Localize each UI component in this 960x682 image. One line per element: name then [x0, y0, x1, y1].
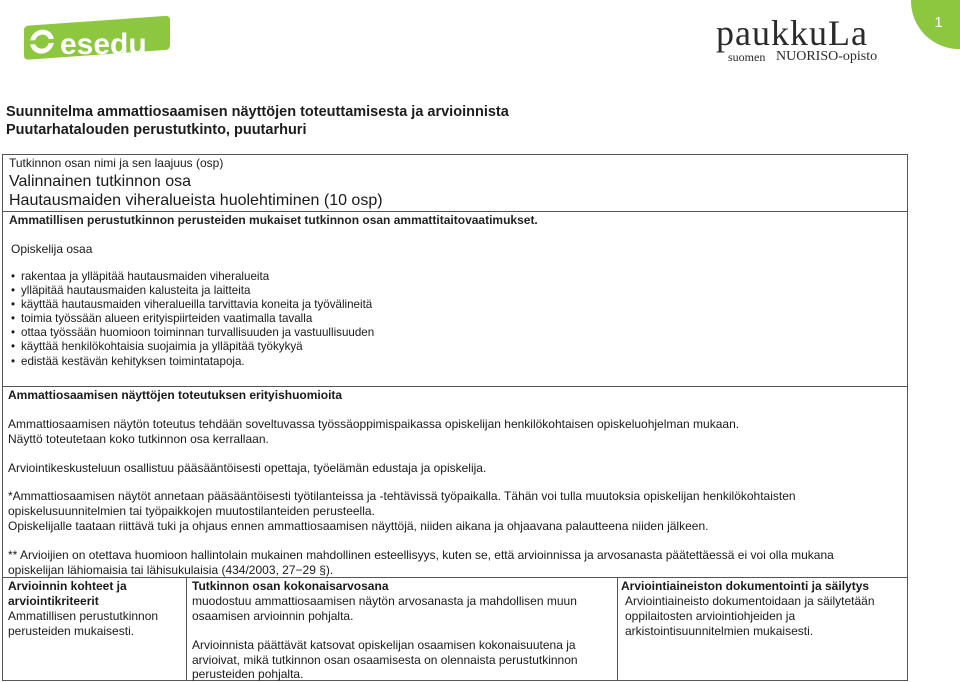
col2-p2-line3: perusteiden pohjalta.	[192, 667, 304, 681]
skill-item: • käyttää henkilökohtaisia suojaimia ja ylläpitää työkykyä	[11, 340, 303, 353]
esedu-logo-text: esedu	[60, 28, 147, 61]
col3-text-line2: oppilaitosten arviointiohjeiden ja	[625, 609, 796, 623]
col2-p2-line2: arvioivat, mikä tutkinnon osan osaamisesta on olennaista perustutkinnon	[192, 653, 578, 667]
notes-paragraph-1-line-2: Näyttö toteutetaan koko tutkinnon osa kerrallaan.	[8, 432, 269, 446]
notes-paragraph-1-line-1: Ammattiosaamisen näytön toteutus tehdään soveltuvassa työssäoppimispaikassa opiskelijan henkilökohtaisen opiskeluohjelman mukaan.	[8, 417, 740, 431]
col1-text-line1: Ammatillisen perustutkinnon	[8, 609, 159, 623]
criteria-note: Ammatillisen perustutkinnon perusteiden mukaiset tutkinnon osan ammattitaitovaatimukset.	[9, 213, 538, 227]
notes-section	[2, 386, 908, 578]
col3-text-line1: Arviointiaineisto dokumentoidaan ja säilytetään	[625, 594, 875, 608]
col1-heading-line1: Arvioinnin kohteet ja	[8, 579, 127, 593]
skill-item: • käyttää hautausmaiden viheralueilla tarvittavia koneita ja työvälineitä	[11, 298, 372, 311]
notes-paragraph-3-line-2: opiskelusuunnitelmien tai työpaikkojen muutostilanteiden perusteella.	[8, 504, 375, 518]
col3-text-line3: arkistointisuunnitelmien mukaisesti.	[625, 624, 814, 638]
document-title-line2: Puutarhatalouden perustutkinto, puutarhuri	[6, 122, 307, 138]
notes-paragraph-3-line-3: Opiskelijalle taataan riittävä tuki ja ohjaus ennen ammattiosaamisen näyttöjä, niiden aikana ja ohjaavana palautteena niiden jälkeen.	[8, 519, 709, 533]
esedu-logo	[22, 12, 172, 64]
col1-heading-line2: arviointikriteerit	[8, 594, 99, 608]
col1-text-line2: perusteiden mukaisesti.	[8, 624, 135, 638]
notes-paragraph-2: Arviointikeskusteluun osallistuu pääsääntöisesti opettaja, työelämän edustaja ja opiskelija.	[8, 461, 487, 475]
skills-intro: Opiskelija osaa	[11, 242, 93, 256]
skills-box	[2, 211, 908, 387]
unit-name-line1: Valinnainen tutkinnon osa	[9, 173, 192, 190]
paukkula-logo-sub-left: suomen	[728, 50, 766, 64]
page-number: 1	[934, 14, 943, 31]
skill-item: • edistää kestävän kehityksen toimintatapoja.	[11, 355, 245, 368]
skill-item: • ylläpitää hautausmaiden kalusteita ja laitteita	[11, 284, 250, 297]
skill-item: • toimia työssään alueen erityispiirteiden vaatimalla tavalla	[11, 312, 312, 325]
unit-label: Tutkinnon osan nimi ja sen laajuus (osp)	[9, 156, 224, 170]
col3-heading: Arviointiaineiston dokumentointi ja säilytys	[621, 579, 870, 593]
paukkula-logo-sub-right: NUORISO-opisto	[776, 49, 878, 64]
column-divider	[617, 578, 618, 681]
col2-p1-line2: osaamisen arvioinnin pohjalta.	[192, 609, 354, 623]
unit-name-line2: Hautausmaiden viheralueista huolehtiminen (10 osp)	[9, 192, 383, 209]
unit-name-box	[2, 154, 908, 212]
document-title-line1: Suunnitelma ammattiosaamisen näyttöjen toteuttamisesta ja arvioinnista	[6, 104, 509, 120]
notes-paragraph-4-line-2: opiskelijan lähiomaisia tai lähisukulaisia (434/2003, 27−29 §).	[8, 563, 334, 577]
col2-p1-line1: muodostuu ammattiosaamisen näytön arvosanasta ja mahdollisen muun	[192, 594, 577, 608]
notes-paragraph-4-line-1: ** Arvioijien on otettava huomioon hallintolain mukainen mahdollinen esteellisyys, kuten se, että arvioinnissa ja arvosanasta päätettäessä ei voi olla mukana	[8, 548, 834, 562]
page-number-badge	[911, 0, 960, 49]
paukkula-logo-name: paukkuLa	[716, 13, 868, 53]
skill-item: • rakentaa ja ylläpitää hautausmaiden viheralueita	[11, 270, 269, 283]
col2-p2-line1: Arvioinnista päättävät katsovat opiskelijan osaamisen kokonaisuutena ja	[192, 638, 576, 652]
paukkula-logo	[714, 12, 894, 68]
column-divider	[186, 578, 187, 681]
esedu-logo-graphic	[22, 12, 172, 64]
col2-heading: Tutkinnon osan kokonaisarvosana	[192, 579, 389, 593]
skill-item: • ottaa työssään huomioon toiminnan turvallisuuden ja vastuullisuuden	[11, 326, 374, 339]
assessment-table	[2, 577, 908, 681]
notes-heading: Ammattiosaamisen näyttöjen toteutuksen erityishuomioita	[8, 388, 343, 402]
notes-paragraph-3-line-1: *Ammattiosaamisen näytöt annetaan pääsääntöisesti työtilanteissa ja -tehtävissä työpaikalla. Tähän voi tulla muutoksia opiskelijan henkilökohtaisten	[8, 489, 796, 503]
